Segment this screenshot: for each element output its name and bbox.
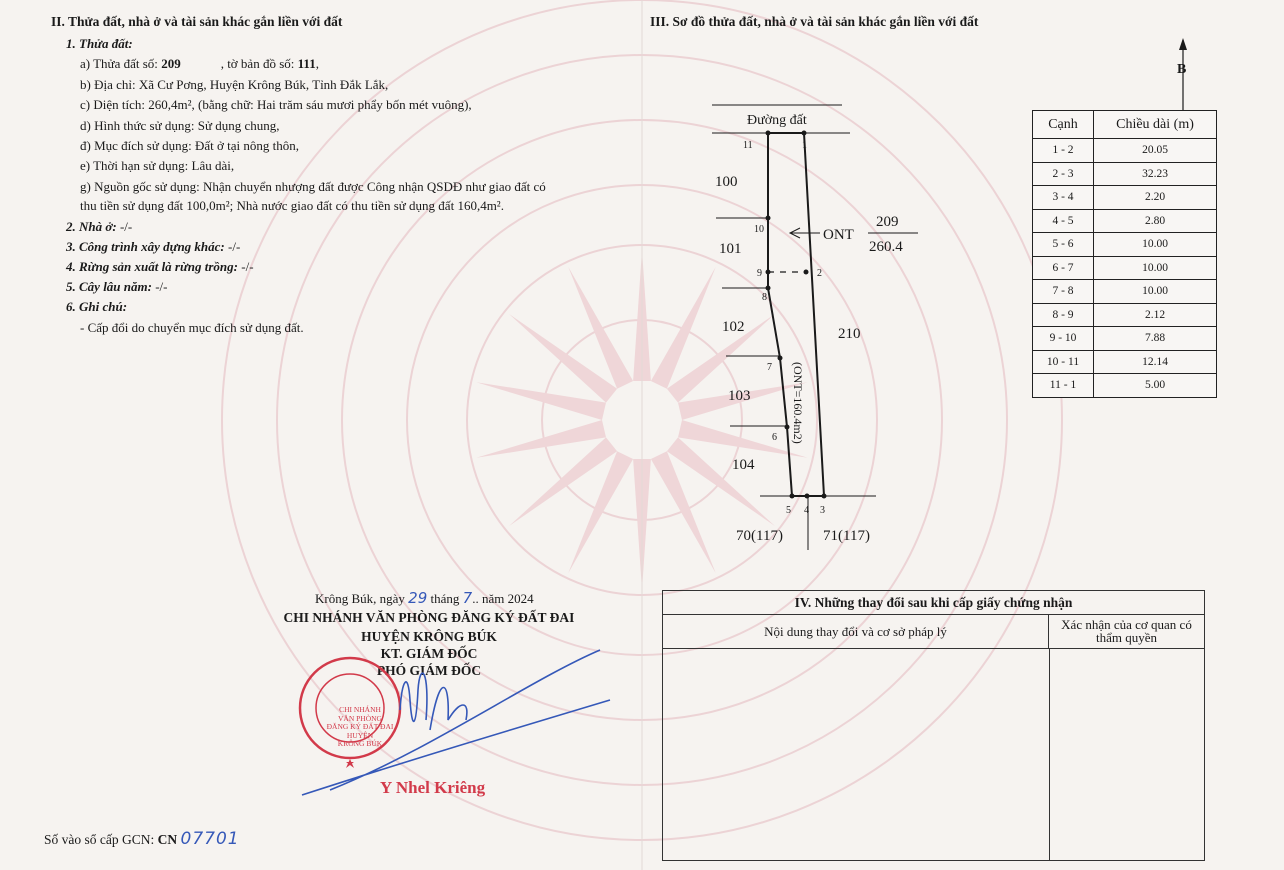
parcel-number-label: 209 bbox=[876, 214, 899, 230]
neighbor-parcel: 102 bbox=[722, 319, 745, 335]
other-works-value: -/- bbox=[224, 239, 241, 254]
registry-number: 07701 bbox=[180, 829, 240, 849]
table-row bbox=[1033, 327, 1217, 351]
length-cell: 2.80 bbox=[1094, 209, 1217, 233]
table-row bbox=[1033, 374, 1217, 398]
length-cell: 2.12 bbox=[1094, 303, 1217, 327]
signer-name: Y Nhel Kriêng bbox=[380, 778, 486, 797]
table-row bbox=[1033, 162, 1217, 186]
table-row bbox=[1033, 280, 1217, 304]
neighbor-parcel: 103 bbox=[728, 388, 751, 404]
date-year: .. năm 2024 bbox=[472, 591, 534, 606]
table-row bbox=[1033, 186, 1217, 210]
column-divider bbox=[1049, 649, 1050, 860]
parcel-number: 209 bbox=[161, 56, 181, 71]
origin-line-2: thu tiền sử dụng đất 100,0m²; Nhà nước giao đất có thu tiền sử dụng đất 160,4m². bbox=[80, 198, 504, 213]
house-value: -/- bbox=[116, 219, 133, 234]
edge-cell: 3 - 4 bbox=[1033, 186, 1094, 210]
table-row bbox=[1033, 139, 1217, 163]
usage-form-line: d) Hình thức sử dụng: Sử dụng chung, bbox=[80, 118, 280, 133]
section-2-title: II. Thửa đất, nhà ở và tài sản khác gắn liền với đất bbox=[51, 14, 343, 29]
neighbor-parcel: 100 bbox=[715, 174, 738, 190]
parcel-pointer-arrow bbox=[790, 228, 820, 238]
point-label: 1 bbox=[802, 140, 807, 151]
neighbor-parcel: 70(117) bbox=[736, 528, 783, 544]
date-prefix: Krông Búk, ngày bbox=[315, 591, 409, 606]
edge-cell: 1 - 2 bbox=[1033, 139, 1094, 163]
date-month: 7 bbox=[462, 589, 473, 607]
date-month-label: tháng bbox=[427, 591, 463, 606]
point-label: 9 bbox=[757, 268, 762, 279]
parcel-area-label: 260.4 bbox=[869, 239, 903, 255]
map-sheet-number: 111 bbox=[297, 56, 316, 71]
edge-cell: 8 - 9 bbox=[1033, 303, 1094, 327]
point-label: 11 bbox=[743, 140, 753, 151]
section-4-title: IV. Những thay đổi sau khi cấp giấy chứng nhận bbox=[663, 591, 1204, 615]
edge-cell: 11 - 1 bbox=[1033, 374, 1094, 398]
length-cell: 10.00 bbox=[1094, 280, 1217, 304]
edge-cell: 5 - 6 bbox=[1033, 233, 1094, 257]
parcel-prefix: a) Thửa đất số: bbox=[80, 56, 162, 71]
neighbor-parcel: 210 bbox=[838, 326, 861, 342]
table-row bbox=[1033, 256, 1217, 280]
length-cell: 7.88 bbox=[1094, 327, 1217, 351]
usage-term-line: e) Thời hạn sử dụng: Lâu dài, bbox=[80, 158, 235, 173]
registry-prefix: CN bbox=[157, 832, 178, 847]
section-3-title: III. Sơ đồ thửa đất, nhà ở và tài sản khác gắn liền với đất bbox=[650, 14, 979, 29]
forest-value: -/- bbox=[238, 259, 254, 274]
changes-confirmation-header: Xác nhận của cơ quan có thẩm quyền bbox=[1049, 615, 1204, 649]
org-line-2: HUYỆN KRÔNG BÚK bbox=[361, 629, 497, 644]
header-length: Chiều dài (m) bbox=[1094, 111, 1217, 139]
registry-label: Số vào sổ cấp GCN: bbox=[44, 832, 158, 847]
edge-length-table bbox=[1032, 110, 1217, 398]
length-cell: 10.00 bbox=[1094, 256, 1217, 280]
point-label: 4 bbox=[804, 505, 809, 516]
other-works-label: 3. Công trình xây dựng khác: bbox=[66, 239, 225, 254]
parcel-land-code: ONT bbox=[823, 227, 854, 243]
table-row bbox=[1033, 233, 1217, 257]
north-label: B bbox=[1177, 62, 1187, 77]
date-day: 29 bbox=[408, 589, 428, 607]
length-cell: 10.00 bbox=[1094, 233, 1217, 257]
perennial-value: -/- bbox=[151, 279, 168, 294]
header-edge: Cạnh bbox=[1033, 111, 1094, 139]
role-line-2: PHÓ GIÁM ĐỐC bbox=[376, 663, 482, 678]
point-label: 8 bbox=[762, 292, 767, 303]
edge-cell: 2 - 3 bbox=[1033, 162, 1094, 186]
length-cell: 12.14 bbox=[1094, 350, 1217, 374]
stamp-line: VĂN PHÒNG bbox=[338, 713, 382, 723]
neighbor-parcel: 71(117) bbox=[823, 528, 870, 544]
org-line-1: CHI NHÁNH VĂN PHÒNG ĐĂNG KÝ ĐẤT ĐAI bbox=[283, 610, 575, 625]
notes-label: 6. Ghi chú: bbox=[66, 299, 128, 314]
parcel-suffix: , bbox=[315, 56, 319, 71]
length-cell: 2.20 bbox=[1094, 186, 1217, 210]
map-sheet-prefix: , tờ bản đồ số: bbox=[220, 56, 298, 71]
length-cell: 32.23 bbox=[1094, 162, 1217, 186]
table-row bbox=[1033, 350, 1217, 374]
table-row bbox=[1033, 209, 1217, 233]
address-line: b) Địa chỉ: Xã Cư Pơng, Huyện Krông Búk, Tỉnh Đắk Lắk, bbox=[80, 77, 389, 92]
table-row bbox=[1033, 303, 1217, 327]
stamp-line: KRÔNG BÚK bbox=[337, 739, 383, 748]
point-label: 3 bbox=[820, 505, 825, 516]
road-label: Đường đất bbox=[747, 113, 807, 128]
table-header-row bbox=[1033, 111, 1217, 139]
stamp-line: ĐĂNG KÝ ĐẤT ĐAI bbox=[326, 722, 394, 731]
origin-line-1: g) Nguồn gốc sử dụng: Nhận chuyển nhượng đất được Công nhận QSDĐ như giao đất có bbox=[80, 179, 546, 194]
stamp-line: CHI NHÁNH bbox=[339, 705, 381, 714]
edge-cell: 7 - 8 bbox=[1033, 280, 1094, 304]
item-1-label: 1. Thửa đất: bbox=[66, 36, 133, 51]
notes-text: - Cấp đổi do chuyển mục đích sử dụng đất. bbox=[80, 320, 304, 335]
forest-label: 4. Rừng sản xuất là rừng trồng: bbox=[66, 259, 238, 274]
point-label: 7 bbox=[767, 362, 772, 373]
point-label: 10 bbox=[754, 224, 764, 235]
area-line: c) Diện tích: 260,4m², (bằng chữ: Hai trăm sáu mươi phẩy bốn mét vuông), bbox=[80, 97, 472, 112]
neighbor-parcel: 101 bbox=[719, 241, 742, 257]
edge-cell: 9 - 10 bbox=[1033, 327, 1094, 351]
length-cell: 20.05 bbox=[1094, 139, 1217, 163]
edge-cell: 10 - 11 bbox=[1033, 350, 1094, 374]
house-label: 2. Nhà ở: bbox=[66, 219, 117, 234]
point-label: 6 bbox=[772, 432, 777, 443]
inner-area-label: (ONT=160.4m2) bbox=[791, 362, 805, 444]
stamp-line: HUYỆN bbox=[346, 730, 374, 740]
edge-cell: 4 - 5 bbox=[1033, 209, 1094, 233]
point-label: 5 bbox=[786, 505, 791, 516]
length-cell: 5.00 bbox=[1094, 374, 1217, 398]
usage-purpose-line: đ) Mục đích sử dụng: Đất ở tại nông thôn, bbox=[80, 138, 300, 153]
perennial-label: 5. Cây lâu năm: bbox=[66, 279, 152, 294]
changes-content-header: Nội dung thay đổi và cơ sở pháp lý bbox=[663, 615, 1049, 649]
role-line-1: KT. GIÁM ĐỐC bbox=[380, 646, 478, 661]
neighbor-parcel: 104 bbox=[732, 457, 755, 473]
changes-table bbox=[662, 590, 1205, 861]
point-label: 2 bbox=[817, 268, 822, 279]
edge-cell: 6 - 7 bbox=[1033, 256, 1094, 280]
